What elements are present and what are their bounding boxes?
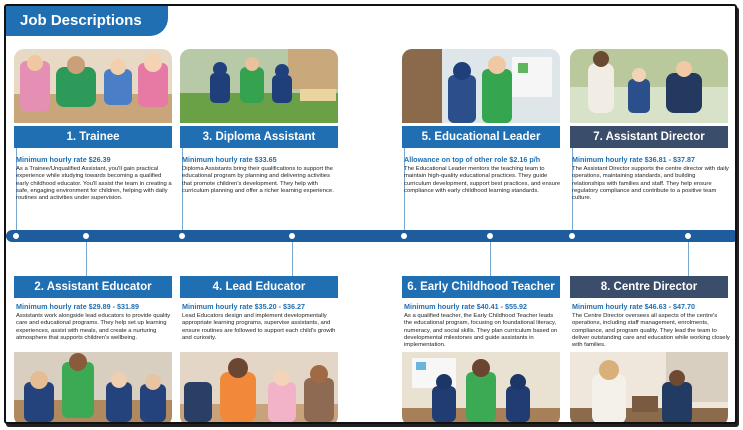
lead-educator-photo	[180, 352, 338, 424]
role-centre-director-title: 8. Centre Director	[570, 276, 728, 298]
role-assistant-educator-description: Assistants work alongside lead educators to provide quality care and educational programs. They help set up learning experiences, assist with meals, and create a nurturing atmosphere that supports children's wellbeing.	[16, 313, 171, 341]
role-early-childhood-teacher-title: 6. Early Childhood Teacher	[402, 276, 560, 298]
timeline-node	[286, 230, 298, 242]
timeline-node	[484, 230, 496, 242]
connector-line	[688, 242, 689, 276]
role-trainee-description: As a Trainee/Unqualified Assistant, you'll gain practical experience while studying towards becoming a qualified early childhood educator. You'll assist the team in creating a safe, engaging environment for children, helping with daily routines and activities under supervision.	[16, 166, 172, 202]
role-educational-leader-title: 5. Educational Leader	[402, 126, 560, 148]
page-title: Job Descriptions	[6, 6, 168, 36]
role-lead-educator-description: Lead Educators design and implement developmentally appropriate learning programs, supervise assistants, and ensure routines are followed to support each child's growth and curiosity.	[182, 313, 336, 341]
role-diploma-assistant-description: Diploma Assistants bring their qualifications to support the educational program by planning and delivering activities that promote children's development. They help with curriculum planning and offer a richer learning experience.	[182, 166, 334, 194]
timeline-node	[10, 230, 22, 242]
role-lead-educator-title: 4. Lead Educator	[180, 276, 338, 298]
centre-director-photo	[570, 352, 728, 424]
assistant-educator-photo	[14, 352, 172, 424]
role-assistant-educator-rate: Minimum hourly rate $29.89 - $31.89	[16, 302, 140, 311]
role-educational-leader-rate: Allowance on top of other role $2.16 p/h	[404, 155, 541, 164]
connector-line	[490, 242, 491, 276]
connector-line	[292, 242, 293, 276]
role-assistant-educator-title: 2. Assistant Educator	[14, 276, 172, 298]
timeline-node	[682, 230, 694, 242]
timeline-node	[566, 230, 578, 242]
role-centre-director-rate: Minimum hourly rate $46.63 - $47.70	[572, 302, 696, 311]
role-centre-director-description: The Centre Director oversees all aspects of the centre's operations, including staff management, enrolments, compliance, and program quality. They lead the team to deliver outstanding care and education while working closely with families.	[572, 313, 730, 349]
role-educational-leader-description: The Educational Leader mentors the teaching team to maintain high-quality educational practices. They guide curriculum development, support best practices, and ensure compliance with early childhood learning standards.	[404, 166, 561, 194]
trainee-photo	[14, 49, 172, 123]
role-trainee-title: 1. Trainee	[14, 126, 172, 148]
role-assistant-director-description: The Assistant Director supports the centre director with daily operations, maintaining standards, and building relationships with families and staff. They help ensure regulatory compliance and contribute to a positive team culture.	[572, 166, 729, 202]
early-childhood-teacher-photo	[402, 352, 560, 424]
educational-leader-photo	[402, 49, 560, 123]
role-early-childhood-teacher-description: As a qualified teacher, the Early Childhood Teacher leads the educational program, focusing on foundational literacy, numeracy, and social skills. They plan curriculum based on developmental milestones and guide assistants in implementation.	[404, 313, 558, 349]
role-diploma-assistant-title: 3. Diploma Assistant	[180, 126, 338, 148]
connector-line	[86, 242, 87, 276]
timeline-node	[398, 230, 410, 242]
assistant-director-photo	[570, 49, 728, 123]
diploma-assistant-photo	[180, 49, 338, 123]
career-timeline	[6, 230, 737, 242]
role-assistant-director-rate: Minimum hourly rate $36.81 - $37.87	[572, 155, 696, 164]
role-assistant-director-title: 7. Assistant Director	[570, 126, 728, 148]
role-trainee-rate: Minimum hourly rate $26.39	[16, 155, 111, 164]
timeline-node	[176, 230, 188, 242]
timeline-node	[80, 230, 92, 242]
role-early-childhood-teacher-rate: Minimum hourly rate $40.41 - $55.92	[404, 302, 528, 311]
role-lead-educator-rate: Minimum hourly rate $35.20 - $36.27	[182, 302, 306, 311]
role-diploma-assistant-rate: Minimum hourly rate $33.65	[182, 155, 277, 164]
job-descriptions-panel	[4, 4, 737, 424]
